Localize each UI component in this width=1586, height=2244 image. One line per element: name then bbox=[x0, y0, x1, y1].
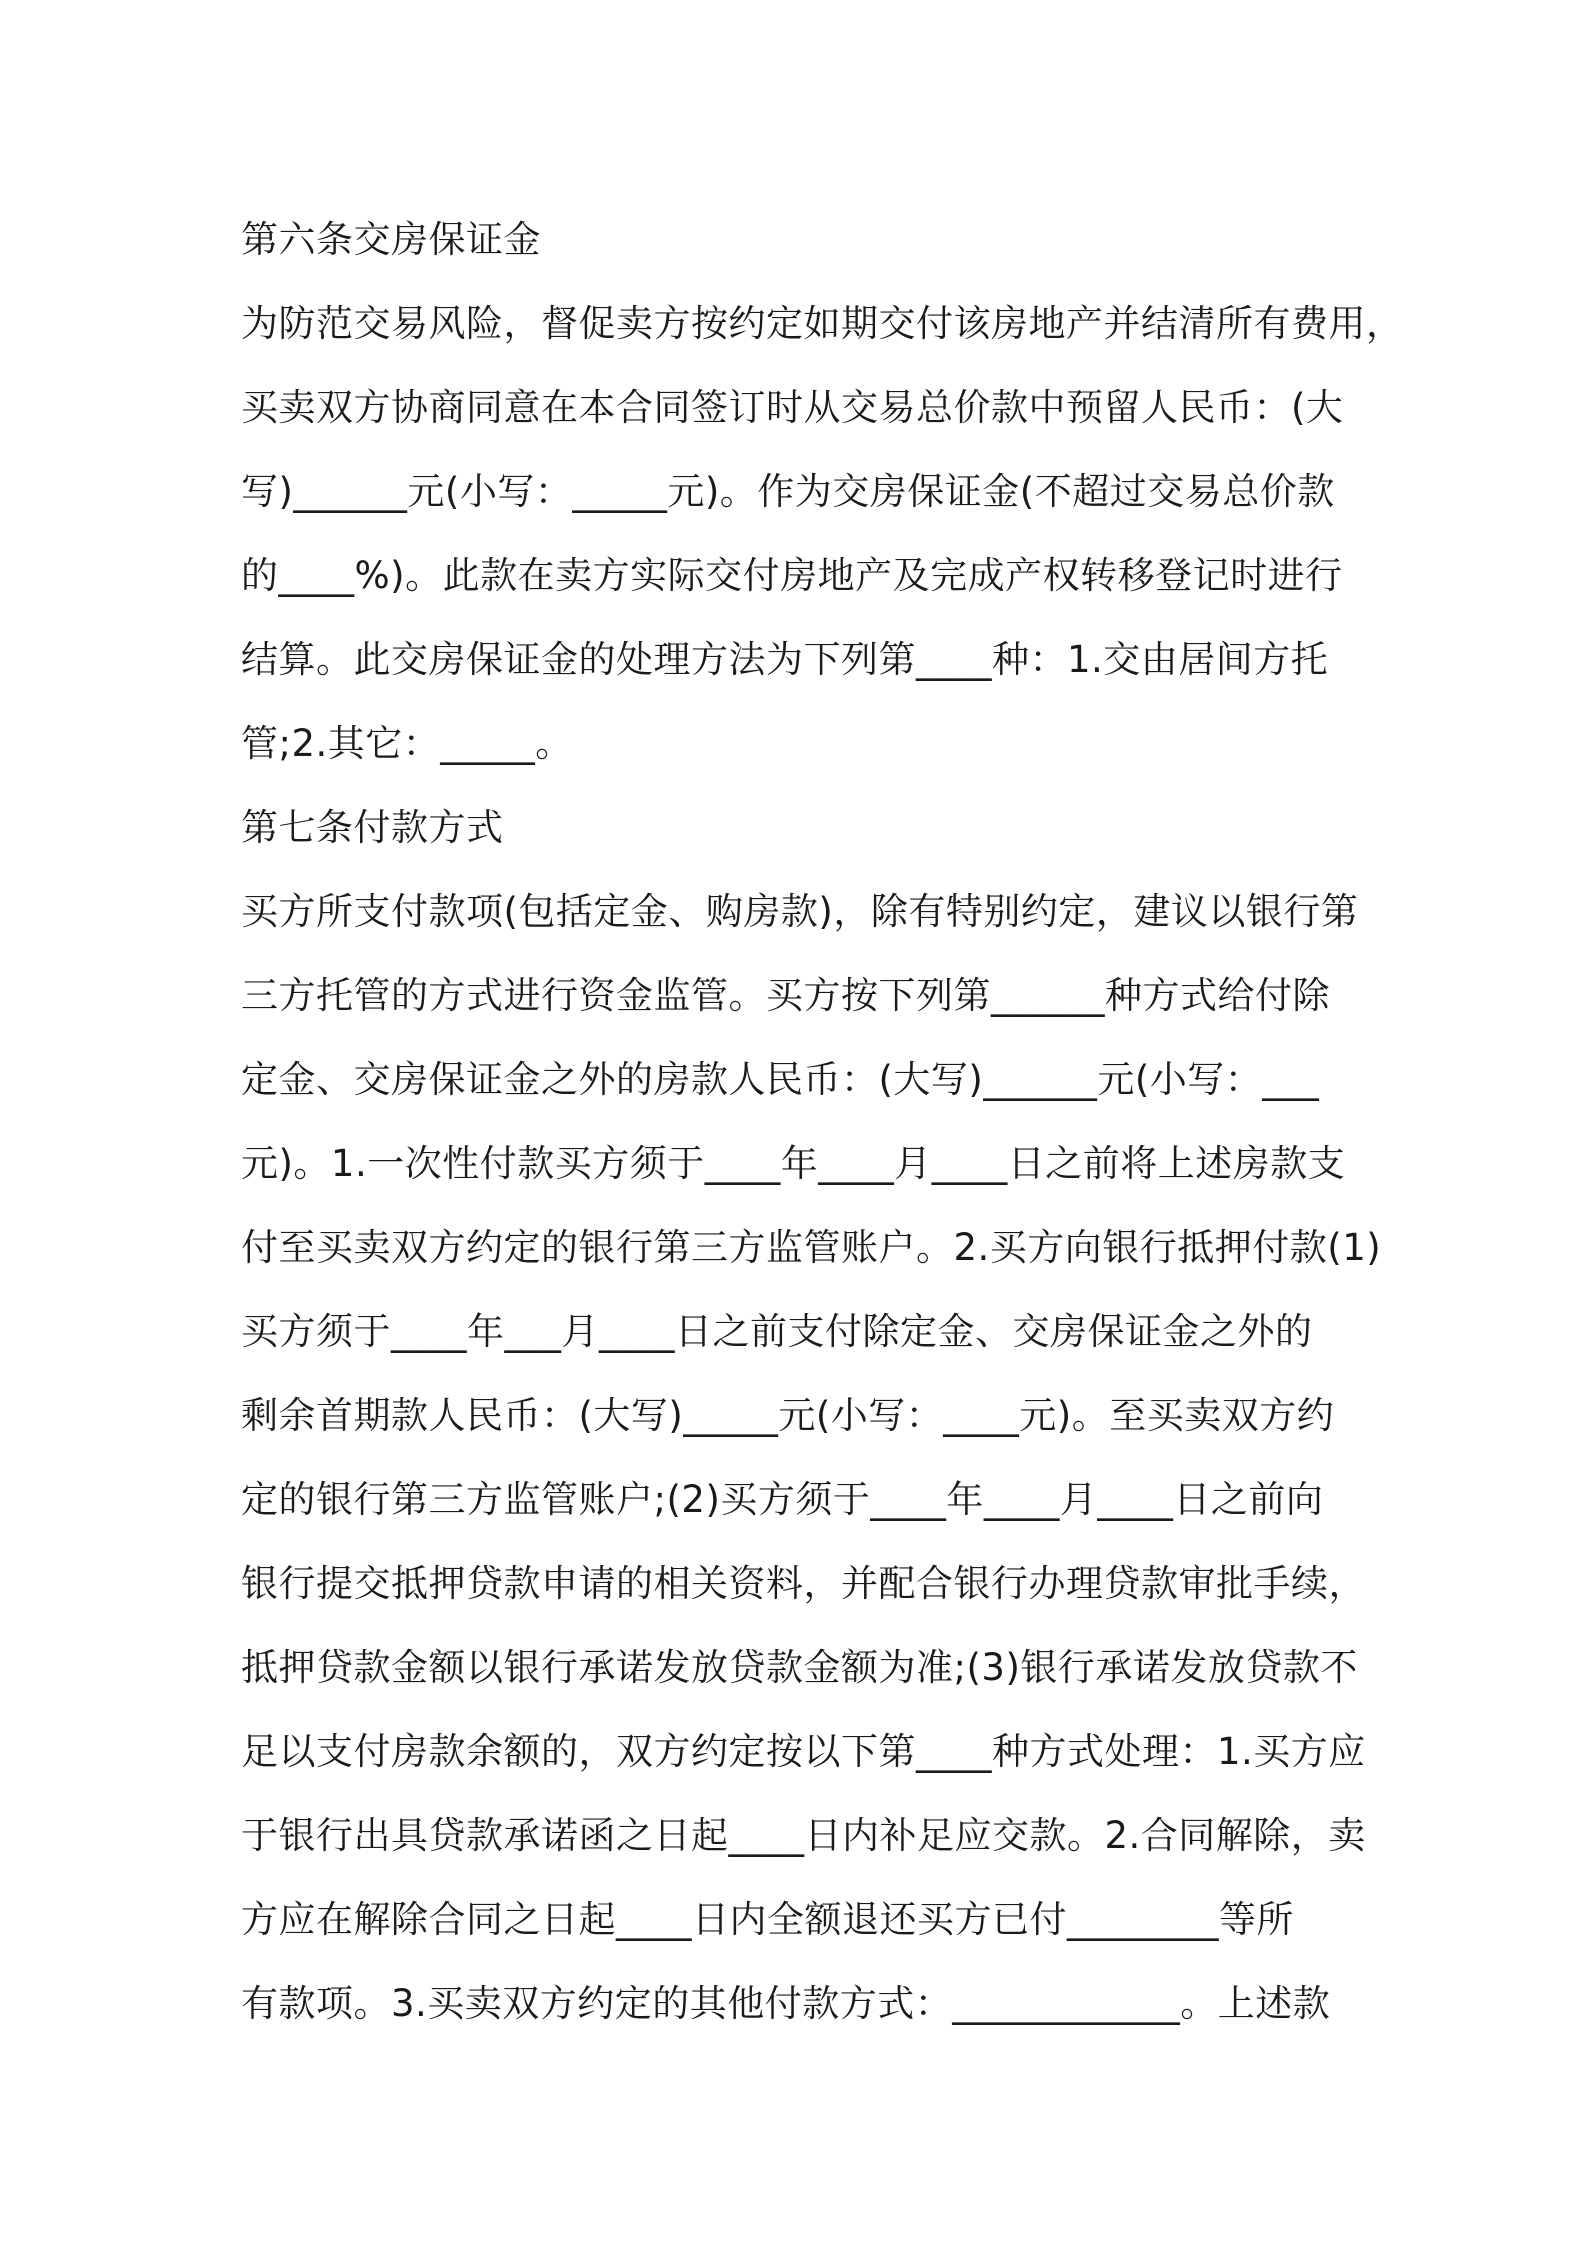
paragraph-line: 写)______元(小写：_____元)。作为交房保证金(不超过交易总价款 bbox=[241, 470, 1335, 513]
paragraph-line: 买卖双方协商同意在本合同签订时从交易总价款中预留人民币：(大 bbox=[241, 386, 1344, 429]
paragraph-line: 付至买卖双方约定的银行第三方监管账户。2.买方向银行抵押付款(1) bbox=[241, 1226, 1382, 1269]
paragraph-line: 定金、交房保证金之外的房款人民币：(大写)______元(小写：___ bbox=[241, 1058, 1320, 1101]
section-6-heading: 第六条交房保证金 bbox=[241, 218, 541, 261]
paragraph-line: 剩余首期款人民币：(大写)_____元(小写：____元)。至买卖双方约 bbox=[241, 1394, 1335, 1437]
paragraph-line: 有款项。3.买卖双方约定的其他付款方式：____________。上述款 bbox=[241, 1982, 1331, 2025]
paragraph-line: 元)。1.一次性付款买方须于____年____月____日之前将上述房款支 bbox=[241, 1142, 1346, 1185]
paragraph-line: 方应在解除合同之日起____日内全额退还买方已付________等所 bbox=[241, 1898, 1294, 1941]
paragraph-line: 定的银行第三方监管账户;(2)买方须于____年____月____日之前向 bbox=[241, 1478, 1324, 1521]
paragraph-line: 管;2.其它：_____。 bbox=[241, 722, 573, 765]
paragraph-line: 银行提交抵押贷款申请的相关资料，并配合银行办理贷款审批手续， bbox=[241, 1562, 1366, 1605]
paragraph-line: 的____%)。此款在卖方实际交付房地产及完成产权转移登记时进行 bbox=[241, 554, 1343, 597]
paragraph-line: 三方托管的方式进行资金监管。买方按下列第______种方式给付除 bbox=[241, 974, 1330, 1017]
paragraph-line: 抵押贷款金额以银行承诺发放贷款金额为准;(3)银行承诺发放贷款不 bbox=[241, 1646, 1358, 1689]
paragraph-line: 买方所支付款项(包括定金、购房款)，除有特别约定，建议以银行第 bbox=[241, 890, 1359, 933]
paragraph-line: 为防范交易风险，督促卖方按约定如期交付该房地产并结清所有费用， bbox=[241, 302, 1404, 345]
paragraph-line: 买方须于____年___月____日之前支付除定金、交房保证金之外的 bbox=[241, 1310, 1313, 1353]
paragraph-line: 结算。此交房保证金的处理方法为下列第____种：1.交由居间方托 bbox=[241, 638, 1329, 681]
contract-body bbox=[241, 198, 1404, 2046]
paragraph-line: 足以支付房款余额的，双方约定按以下第____种方式处理：1.买方应 bbox=[241, 1730, 1366, 1773]
paragraph-line: 于银行出具贷款承诺函之日起____日内补足应交款。2.合同解除，卖 bbox=[241, 1814, 1366, 1857]
section-7-heading: 第七条付款方式 bbox=[241, 806, 504, 849]
